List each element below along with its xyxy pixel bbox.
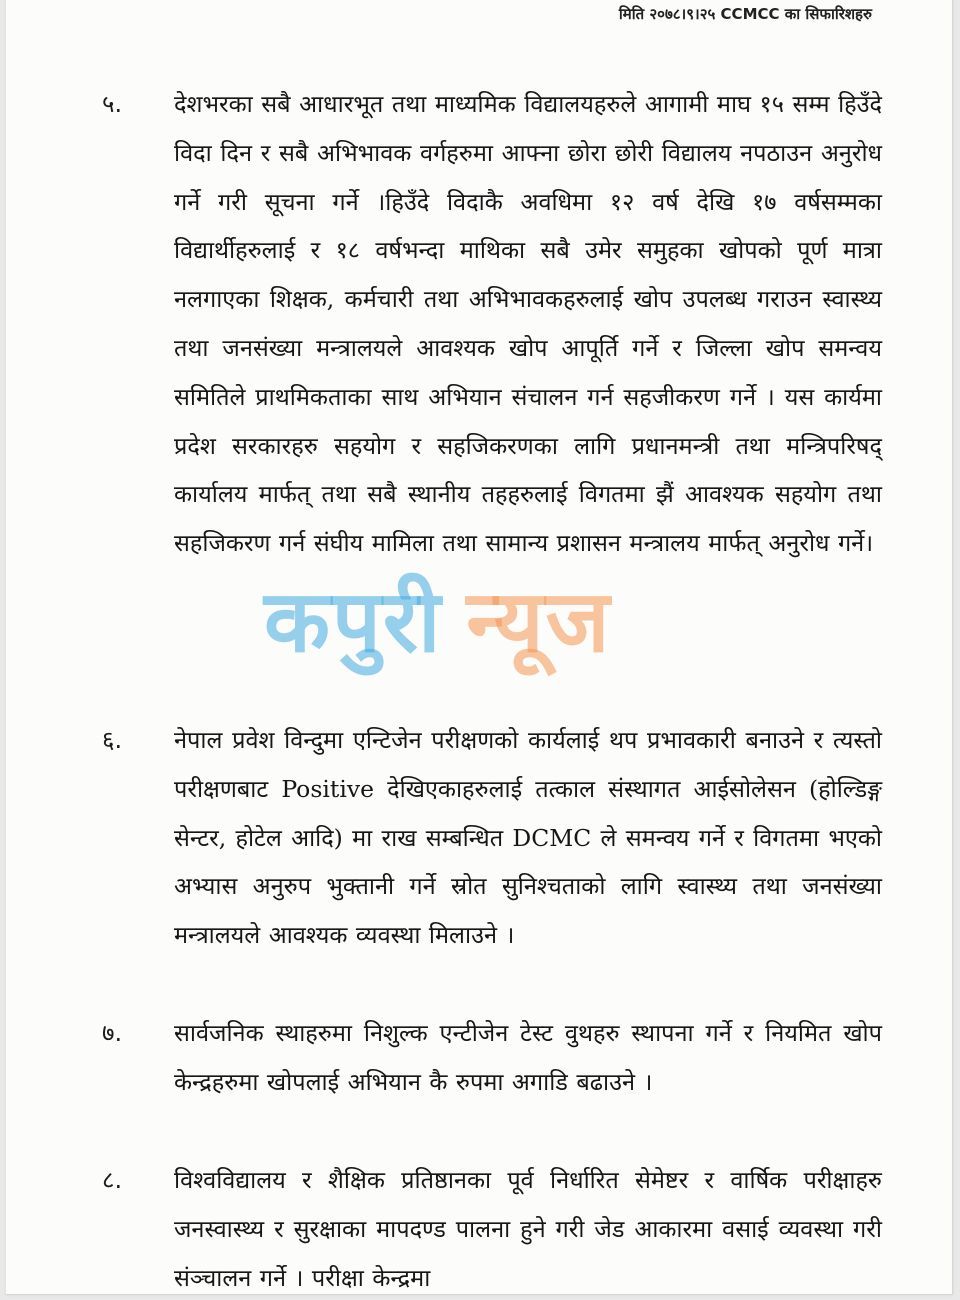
watermark-part-2: न्यूज [466, 572, 612, 672]
list-item [102, 1156, 882, 1295]
document-page [6, 0, 953, 1295]
list-item [102, 716, 882, 1009]
document-body [102, 80, 882, 1295]
item-number: ७. [102, 1019, 123, 1047]
list-item [102, 80, 882, 716]
item-text: विश्वविद्यालय र शैक्षिक प्रतिष्ठानका पूर्व निर्धारित सेमेष्टर र वार्षिक परीक्षाहरु जनस्वास्थ्य र सुरक्षाका मापदण्ड पालना हुने गरी जेड आकारमा वसाई व्यवस्था गरी संञ्चालन गर्ने । परीक्षा केन्द्रमा [174, 1166, 882, 1292]
list-item [102, 1009, 882, 1156]
watermark-part-1: कपुरी [264, 572, 443, 672]
item-number: ६. [102, 726, 123, 754]
item-number: ५. [102, 90, 123, 118]
page-header: मिति २०७८।९।२५ CCMCC का सिफारिशहरु [618, 5, 872, 23]
item-text: देशभरका सबै आधारभूत तथा माध्यमिक विद्यालयहरुले आगामी माघ १५ सम्म हिउँदे विदा दिन र सबै अभिभावक वर्गहरुमा आफ्ना छोरा छोरी विद्यालय नपठाउन अनुरोध गर्ने गरी सूचना गर्ने ।हिउँदे विदाकै अवधिमा १२ वर्ष देखि १७ वर्षसम्मका विद्यार्थीहरुलाई र १८ वर्षभन्दा माथिका सबै उमेर समुहका खोपको पूर्ण मात्रा नलगाएका शिक्षक, कर्मचारी तथा अभिभावकहरुलाई खोप उपलब्ध गराउन स्वास्थ्य तथा जनसंख्या मन्त्रालयले आवश्यक खोप आपूर्ति गर्ने र जिल्ला खोप समन्वय समितिले प्राथमिकताका साथ अभियान संचालन गर्न सहजीकरण गर्ने । यस कार्यमा प्रदेश सरकारहरु सहयोग र सहजिकरणका लागि प्रधानमन्त्री तथा मन्त्रिपरिषद् कार्यालय मार्फत् तथा सबै स्थानीय तहहरुलाई विगतमा झैं आवश्यक सहयोग तथा सहजिकरण गर्न संघीय मामिला तथा सामान्य प्रशासन मन्त्रालय मार्फत् अनुरोध गर्ने। [174, 90, 882, 558]
item-text: नेपाल प्रवेश विन्दुमा एन्टिजेन परीक्षणको कार्यलाई थप प्रभावकारी बनाउने र त्यस्तो परीक्षणबाट Positive देखिएकाहरुलाई तत्काल संस्थागत आईसोलेसन (होल्डिङ्ग सेन्टर, होटेल आदि) मा राख सम्बन्धित DCMC ले समन्वय गर्ने र विगतमा भएको अभ्यास अनुरुप भुक्तानी गर्ने स्रोत सुनिश्चताको लागि स्वास्थ्य तथा जनसंख्या मन्त्रालयले आवश्यक व्यवस्था मिलाउने । [174, 726, 882, 950]
item-number: ८. [102, 1166, 123, 1194]
item-text: सार्वजनिक स्थाहरुमा निशुल्क एन्टीजेन टेस्ट वुथहरु स्थापना गर्ने र नियमित खोप केन्द्रहरुमा खोपलाई अभियान कै रुपमा अगाडि बढाउने । [174, 1019, 882, 1096]
